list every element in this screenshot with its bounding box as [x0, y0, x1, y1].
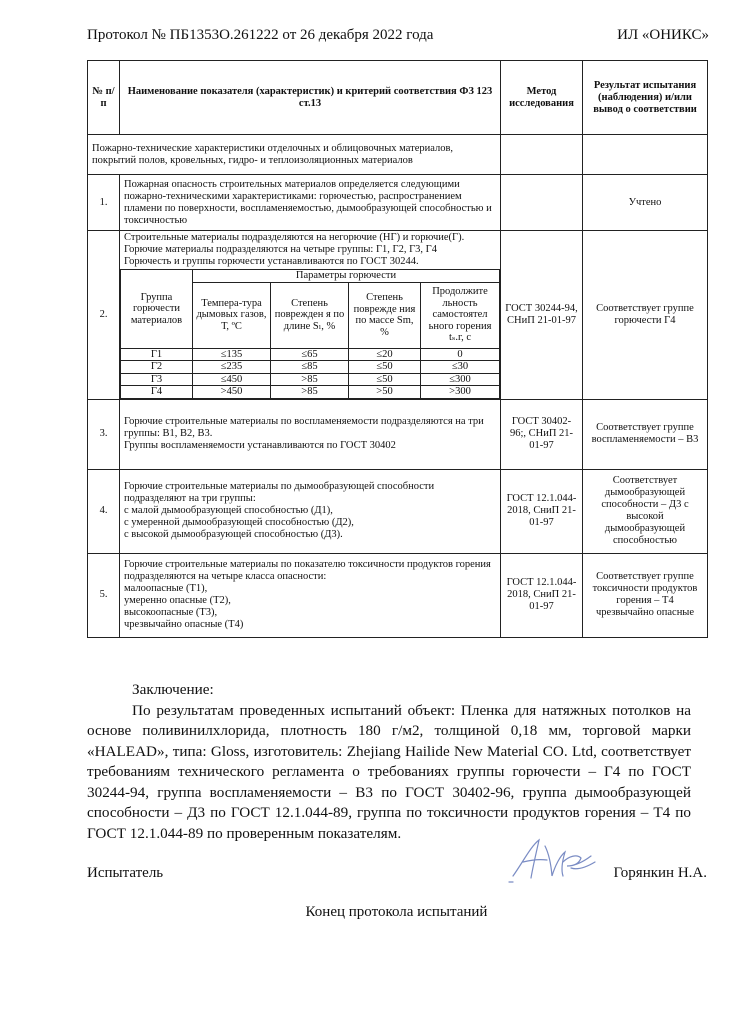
row-result: Соответствует группе токсичности продуктов горения – Т4 чрезвычайно опасные [583, 553, 708, 637]
col-mass: Степень поврежде ния по массе Sm, % [349, 282, 421, 348]
cell: 0 [421, 348, 500, 361]
cell: Г1 [121, 348, 193, 361]
cell: ≤50 [349, 373, 421, 386]
signature-image [505, 832, 600, 887]
page-header [87, 27, 709, 47]
row-result: Соответствует дымообразующей способности – Д3 с высокой дымообразующей способностью [583, 469, 708, 553]
row-num: 4. [88, 469, 120, 553]
cell: Г4 [121, 386, 193, 399]
inner-row [121, 386, 500, 399]
header-num: № п/п [88, 61, 120, 135]
row-num: 2. [88, 231, 120, 400]
table-row [88, 231, 708, 400]
row-result: Учтено [583, 175, 708, 231]
flammability-table [120, 269, 500, 399]
cell: ≤235 [193, 361, 271, 374]
row-num: 3. [88, 399, 120, 469]
row-method: ГОСТ 12.1.044-2018, СниП 21-01-97 [501, 553, 583, 637]
cell: ≤135 [193, 348, 271, 361]
header-method: Метод исследования [501, 61, 583, 135]
header-name: Наименование показателя (характеристик) и критерий соответствия ФЗ 123 ст.13 [120, 61, 501, 135]
cell: ≤20 [349, 348, 421, 361]
row-text: Пожарная опасность строительных материалов определяется следующими пожарно-техническими характеристиками: горючестью, распространением пламени по поверхности, воспламеняемостью, дымообразующей способностью и токсичностью [120, 175, 501, 231]
col-duration: Продолжите льность самостоятел ьного горения tₛ.г, с [421, 282, 500, 348]
cell: Г3 [121, 373, 193, 386]
col-damage: Степень поврежден я по длине Sₗ, % [271, 282, 349, 348]
col-group: Группа горючести материалов [121, 270, 193, 349]
lab-name: ИЛ «ОНИКС» [617, 27, 709, 43]
cell: ≤30 [421, 361, 500, 374]
section-title: Пожарно-технические характеристики отделочных и облицовочных материалов, покрытий полов, кровельных, гидро- и теплоизоляционных материалов [88, 135, 501, 175]
cell: ≤450 [193, 373, 271, 386]
cell: ≤65 [271, 348, 349, 361]
protocol-title: Протокол № ПБ1353О.261222 от 26 декабря 2022 года [87, 27, 434, 43]
end-of-protocol: Конец протокола испытаний [305, 904, 488, 920]
table-row [88, 553, 708, 637]
table-row [88, 175, 708, 231]
tester-label: Испытатель [87, 865, 164, 881]
row-result: Соответствует группе воспламеняемости – В3 [583, 399, 708, 469]
inner-row [121, 348, 500, 361]
cell: ≤85 [271, 361, 349, 374]
cell: >450 [193, 386, 271, 399]
results-table [87, 60, 708, 638]
table-row [88, 399, 708, 469]
row-method: ГОСТ 12.1.044-2018, СниП 21-01-97 [501, 469, 583, 553]
row-method: ГОСТ 30244-94, СНиП 21-01-97 [501, 231, 583, 400]
row-text: Строительные материалы подразделяются на негорючие (НГ) и горючие(Г). Горючие материалы подразделяются на четыре группы: Г1, Г2, Г3, Г4 Горючесть и группы горючести устанавливаются по ГОСТ 30244. [124, 232, 465, 267]
cell: >50 [349, 386, 421, 399]
row-text: Горючие строительные материалы по воспламеняемости подразделяются на три группы: В1, В2, В3. Группы воспламеняемости устанавливаются по ГОСТ 30402 [120, 399, 501, 469]
section-row [88, 135, 708, 175]
row-method: ГОСТ 30402-96;, СНиП 21-01-97 [501, 399, 583, 469]
col-temp: Темпера-тура дымовых газов, Т, ºС [193, 282, 271, 348]
params-title: Параметры горючести [193, 270, 500, 283]
row-text: Горючие строительные материалы по дымообразующей способности подразделяют на три группы: с малой дымообразующей способностью (Д1), с умеренной дымообразующей способностью (Д2), с высокой дымообразующей способностью (Д3). [120, 469, 501, 553]
cell: Г2 [121, 361, 193, 374]
tester-name: Горянкин Н.А. [613, 865, 707, 881]
conclusion-title: Заключение: [132, 681, 214, 698]
cell: >85 [271, 386, 349, 399]
table-row [88, 469, 708, 553]
cell: >85 [271, 373, 349, 386]
row-method [501, 175, 583, 231]
inner-row [121, 361, 500, 374]
cell: ≤300 [421, 373, 500, 386]
cell: ≤50 [349, 361, 421, 374]
conclusion [87, 680, 691, 844]
cell: >300 [421, 386, 500, 399]
header-result: Результат испытания (наблюдения) и/или вывод о соответствии [583, 61, 708, 135]
row-result: Соответствует группе горючести Г4 [583, 231, 708, 400]
inner-row [121, 373, 500, 386]
row-num: 5. [88, 553, 120, 637]
row-text: Горючие строительные материалы по показателю токсичности продуктов горения подразделяются на четыре класса опасности: малоопасные (Т1), умеренно опасные (Т2), высокоопасные (Т3), чрезвычайно опасные (Т4) [120, 553, 501, 637]
conclusion-text: По результатам проведенных испытаний объект: Пленка для натяжных потолков на основе поливинилхлорида, плотность 180 г/м2, толщиной 0,18 мм, торговой марки «HALEAD», типа: Gloss, изготовитель: Zhejiang Hailide New Material CO. Ltd, соответствует требованиям технического регламента о требованиях группы горючести – Г4 по ГОСТ 30244-94, группа воспламеняемости – В3 по ГОСТ 30402-96, группа дымообразующей способности – Д3 по ГОСТ 12.1.044-89, группа по токсичности продуктов горения – Т4 по ГОСТ 12.1.044-89 по проверенным показателям. [87, 701, 691, 842]
row-num: 1. [88, 175, 120, 231]
table-header-row [88, 61, 708, 135]
